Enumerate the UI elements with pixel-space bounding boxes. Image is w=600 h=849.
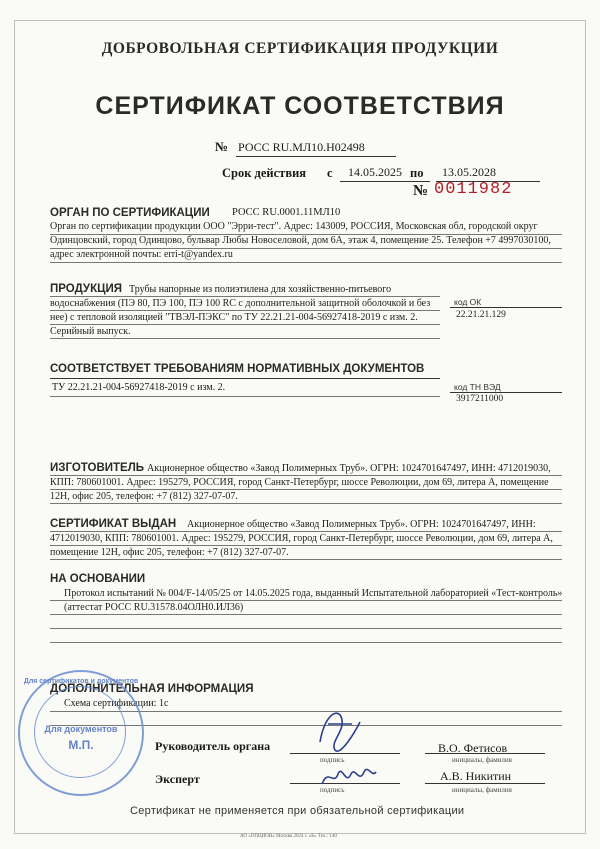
expert-signature [318, 760, 378, 794]
additional-info-text: Схема сертификации: 1с [64, 698, 169, 709]
serial-sign: № [413, 183, 429, 199]
conforms-label: СООТВЕТСТВУЕТ ТРЕБОВАНИЯМ НОРМАТИВНЫХ ДОКУМЕНТОВ [50, 363, 425, 375]
issued-to-text-first: Акционерное общество «Завод Полимерных Труб». ОГРН: 1024701647497, ИНН: [187, 519, 536, 530]
stamp-center-text: Для документов [44, 724, 118, 734]
head-signature [300, 702, 370, 758]
basis-text: Протокол испытаний № 004/F-14/05/25 от 14.05.2025 года, выданный Испытательной лабораторией «Тест-контроль» (аттестат РОСС RU.31578.04ОЛН0.ИЛ36) [64, 588, 563, 613]
expert-label: Эксперт [155, 772, 200, 786]
head-name-caption: инициалы, фамилия [452, 756, 512, 764]
product-text-rest: водоснабжения (ПЭ 80, ПЭ 100, ПЭ 100 RC с дополнительной защитной оболочкой и без нее) с тепловой изоляцией "ТВЭЛ-ПЭКС" по ТУ 22.21.21-004-56927418-2019 с изм. 2. Серийный выпуск. [50, 298, 431, 337]
validity-date-to: 13.05.2028 [442, 165, 496, 179]
head-name: В.О. Фетисов [438, 741, 508, 755]
additional-info-label: ДОПОЛНИТЕЛЬНАЯ ИНФОРМАЦИЯ [50, 683, 254, 695]
manufacturer-text-rest: КПП: 780601001. Адрес: 195279, РОССИЯ, город Санкт-Петербург, шоссе Революции, дом 69, литера А, помещение 12Н, офис 205, телефон: +7 (812) 327-07-07. [50, 477, 549, 502]
expert-name: А.В. Никитин [440, 769, 512, 783]
manufacturer-label: ИЗГОТОВИТЕЛЬ [50, 462, 145, 474]
product-code-label: код ОК [454, 297, 482, 307]
print-note: АО «ОПЦИОН» Москва 2024 г. «Б» Тел.: 140 [240, 834, 337, 839]
number-sign: № [215, 139, 229, 154]
footer-note: Сертификат не применяется при обязательной сертификации [130, 805, 465, 817]
organ-code: РОСС RU.0001.11МЛ10 [232, 207, 341, 218]
organ-text: Орган по сертификации продукции ООО "Эрри-тест". Адрес: 143009, РОССИЯ, Московская обл, городской округ Одинцовский, город Одинцово, бульвар Любы Новоселовой, дом 6А, этаж 4, помещение 25. Телефон +7 4997030100, адрес электронной почты: erri-t@yandex.ru [50, 221, 551, 260]
certificate-title: СЕРТИФИКАТ СООТВЕТСТВИЯ [95, 92, 505, 120]
issued-to-label: СЕРТИФИКАТ ВЫДАН [50, 518, 177, 530]
serial-number: 0011982 [434, 180, 513, 199]
issued-to-text-rest: 4712019030, КПП: 780601001. Адрес: 195279, РОССИЯ, город Санкт-Петербург, шоссе Революции, дом 69, литера А, помещение 12Н, офис 205, телефон: +7 (812) 327-07-07. [50, 533, 553, 558]
validity-from-label: с [327, 166, 333, 180]
stamp-ring-text: Для сертификатов и документов [23, 678, 139, 685]
validity-to-label: по [410, 166, 424, 180]
product-text-first: Трубы напорные из полиэтилена для хозяйственно-питьевого [129, 284, 392, 295]
head-signature-caption: подпись [320, 756, 345, 764]
expert-name-caption: инициалы, фамилия [452, 786, 512, 794]
basis-label: НА ОСНОВАНИИ [50, 573, 146, 585]
validity-label: Срок действия [222, 166, 307, 180]
certification-system-header: ДОБРОВОЛЬНАЯ СЕРТИФИКАЦИЯ ПРОДУКЦИИ [101, 40, 499, 57]
organ-label: ОРГАН ПО СЕРТИФИКАЦИИ [50, 207, 210, 219]
tnved-code-label: код ТН ВЭД [454, 382, 501, 392]
certificate-number: РОСС RU.МЛ10.Н02498 [238, 140, 365, 154]
stamp-mp: М.П. [68, 738, 94, 752]
manufacturer-text-first: Акционерное общество «Завод Полимерных Труб». ОГРН: 1024701647497, ИНН: 4712019030, [147, 463, 551, 474]
validity-date-from: 14.05.2025 [348, 165, 402, 179]
tnved-code-value: 3917211000 [456, 394, 504, 404]
certification-stamp [18, 670, 144, 796]
expert-signature-caption: подпись [320, 786, 345, 794]
head-of-body-label: Руководитель органа [155, 739, 271, 753]
product-code-value: 22.21.21.129 [456, 310, 506, 320]
conforms-text: ТУ 22.21.21-004-56927418-2019 с изм. 2. [52, 382, 226, 393]
product-label: ПРОДУКЦИЯ [50, 283, 123, 295]
